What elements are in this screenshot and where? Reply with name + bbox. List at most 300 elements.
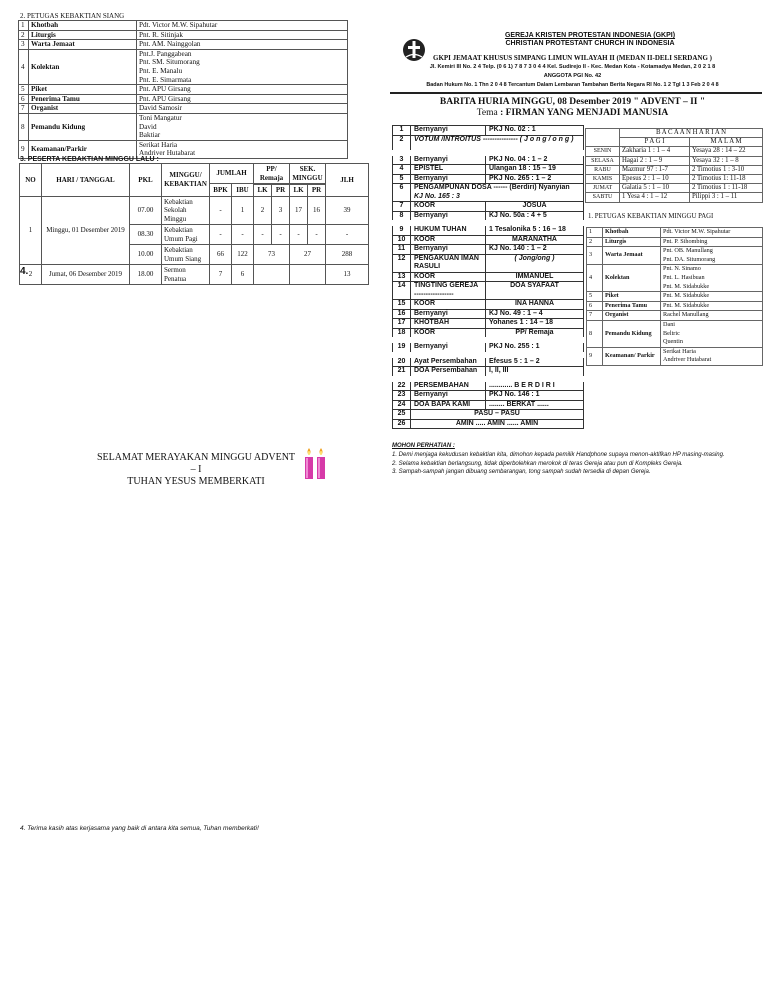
liturgy-row [393, 419, 584, 429]
name-line: Pnt. M. Sidabukke [663, 301, 710, 309]
liturgy-text: TINGTING GEREJA ----------------- [414, 282, 478, 298]
liturgy-detail: KJ No. 49 : 1 – 4 [486, 309, 584, 319]
row-names [661, 347, 763, 365]
liturgy-text: DOA Persembahan [414, 367, 478, 374]
liturgy-no: 12 [393, 254, 411, 272]
note-item: 2. Selama kebaktian berlangsung, tidak diperbolehkan merokok di teras Gereja atau pun di Kompleks Gereja. [392, 460, 683, 467]
liturgy-row [393, 245, 584, 255]
liturgy-no: 7 [393, 202, 411, 212]
liturgy-row [393, 174, 584, 184]
tema-label: Tema [476, 108, 498, 118]
table-row [587, 265, 763, 292]
row-role: Keamanan/Parkir [29, 140, 137, 158]
liturgy-item [411, 174, 486, 184]
liturgy-text: KOOR [414, 202, 435, 209]
liturgy-text: Bernyanyi [414, 155, 448, 163]
group-hari: Jumat, 06 Desember 2019 [42, 265, 130, 285]
row-role: Piket [29, 85, 137, 95]
bacaan-pagi-text: Hagai 2 : 1 – 9 [620, 156, 690, 165]
row-role: Khotbah [29, 21, 137, 31]
cell-jlh: 39 [326, 196, 369, 225]
liturgy-row [393, 223, 584, 235]
name-line: Rachel Manullang [663, 311, 709, 319]
liturgy-sub: RASULI [414, 263, 441, 270]
bacaan-day: JUMAT [586, 184, 620, 193]
name-line: Andriver Hutabarat [139, 149, 196, 158]
notes-title: MOHON PERHATIAN : [392, 443, 455, 449]
group-hari: Minggu, 01 Desember 2019 [42, 196, 130, 265]
cell-pkl: 07.00 [130, 196, 162, 225]
liturgy-detail: ............ B E R D I R I [486, 379, 584, 391]
liturgy-item [411, 202, 486, 212]
row-no: 9 [19, 140, 29, 158]
table-row [19, 49, 348, 84]
name-line: Pnt. E. Simarmata [139, 75, 192, 84]
liturgy-item [411, 235, 486, 245]
header-divider [390, 92, 762, 94]
anggota-pgi: ANGGOTA PGI No. 42 [543, 73, 602, 79]
liturgy-row [393, 153, 584, 165]
bacaan-pagi: P A G I [620, 138, 690, 147]
badan-hukum: Badan Hukum No. 1 Thn 2 0 4 8 Tercantum Dalam Lembaran Tambahan Berita Negara RI No. 1 2 Tgl 1 3 Feb 2 0 4 8 [426, 82, 719, 88]
tema [380, 108, 765, 118]
liturgy-text: Bernyanyi [414, 391, 448, 398]
table-row [19, 113, 348, 140]
table-row [587, 347, 763, 365]
th-pp-lk: LK [254, 185, 272, 197]
bacaan-day: SABTU [586, 193, 620, 202]
name-line: Pnt. SM. Situmorang [139, 58, 200, 67]
row-role: Pemandu Kidung [29, 113, 137, 140]
row-names [137, 94, 348, 104]
liturgy-no: 14 [393, 282, 411, 300]
name-line: Andriver Hutabarat [663, 356, 712, 364]
liturgy-item [411, 223, 486, 235]
row-names [137, 85, 348, 95]
row-names [661, 320, 763, 347]
bacaan-pagi-text: Mazmur 97 : 1-7 [620, 165, 690, 174]
group-no: 1 [20, 196, 42, 265]
section3-title: 3. PESERTA KEBAKTIAN MINGGU LALU : [20, 156, 159, 163]
row-names [661, 237, 763, 247]
liturgy-item [411, 367, 486, 379]
liturgy-text: Bernyanyi [414, 309, 448, 317]
cell-pkl: 18.00 [130, 265, 162, 285]
greeting-line2: TUHAN YESUS MEMBERKATI [127, 476, 265, 487]
th-hari: HARI / TANGGAL [42, 164, 130, 197]
cell-ibu: 122 [232, 245, 254, 265]
liturgy-row [393, 282, 584, 300]
row-role: Liturgis [29, 30, 137, 40]
cell-sm-pr: 16 [308, 196, 326, 225]
note-item: 3. Sampah-sampah jangan dibuang sembarangan, tong sampah sudah tersedia di depan Gereja. [392, 469, 651, 475]
liturgy-item [411, 379, 486, 391]
footer-thanks: 4. Terima kasih atas kerjasama yang baik di antara kita semua, Tuhan memberkati! [20, 825, 259, 832]
bacaan-pagi-text: Epesus 2 : 1 – 10 [620, 175, 690, 184]
cell-sm-lk: 17 [290, 196, 308, 225]
name-line: Pnt. M. Sidabukke [663, 292, 710, 300]
bacaan-row [586, 156, 763, 165]
liturgy-sub: KJ No. 165 : 3 [414, 192, 460, 200]
liturgy-detail: PP/ Remaja [486, 328, 584, 340]
cell-pkl: 08.30 [130, 225, 162, 245]
church-name-en: CHRISTIAN PROTESTANT CHURCH IN INDONESIA [505, 40, 675, 48]
row-no: 6 [19, 94, 29, 104]
row-names [137, 30, 348, 40]
liturgy-row [393, 367, 584, 379]
liturgy-item [411, 419, 584, 429]
liturgy-row [393, 319, 584, 329]
cell-bpk: - [210, 196, 232, 225]
church-name: GEREJA KRISTEN PROTESTAN INDONESIA (GKPI) [504, 32, 676, 39]
bacaan-malam-text: 2 Timotius 1: 11-18 [690, 175, 763, 184]
liturgy-row [393, 254, 584, 272]
liturgy-no: 5 [393, 174, 411, 184]
liturgy-row [393, 202, 584, 212]
name-line: Dani [663, 320, 676, 328]
name-line: Pnt. APU Girsang [139, 85, 191, 94]
th-jumlah: JUMLAH [210, 164, 254, 184]
liturgy-item [411, 211, 486, 223]
section1-title: 1. PETUGAS KEBAKTIAN MINGGU PAGI [588, 213, 714, 220]
liturgy-detail: ( Jong/ong ) [486, 254, 584, 272]
bacaan-pagi-text: 1 Yesa 4 : 1 – 12 [620, 193, 690, 202]
name-line: Serikat Haria [663, 347, 696, 355]
liturgy-item [411, 340, 486, 355]
row-role: Piket [603, 292, 661, 302]
liturgy-no: 3 [393, 153, 411, 165]
liturgy-item [411, 319, 486, 329]
bacaan-pagi-text: Galatia 5 : 1 – 10 [620, 184, 690, 193]
liturgy-detail: PKJ No. 255 : 1 [486, 340, 584, 355]
row-role: Warta Jemaat [29, 40, 137, 50]
cell-jlh: 288 [326, 245, 369, 265]
liturgy-no: 2 [393, 135, 411, 153]
cell-pp-pr: - [272, 225, 290, 245]
row-role: Khotbah [603, 228, 661, 238]
table-row [19, 21, 348, 31]
table-row [20, 265, 369, 285]
liturgy-no: 24 [393, 400, 411, 410]
liturgy-text: Bernyanyi [414, 245, 448, 252]
liturgy-item [411, 400, 486, 410]
name-line: Pdt. Victor M.W. Sipahutar [663, 228, 731, 235]
row-names [137, 21, 348, 31]
liturgy-item [411, 184, 584, 202]
name-line: Pnt. N. Sinamo [663, 265, 701, 273]
th-no: NO [20, 164, 42, 197]
row-names [661, 292, 763, 302]
liturgy-detail: I, II, III [486, 367, 584, 379]
bacaan-row [586, 165, 763, 174]
liturgy-text: PENGAMPUNAN DOSA ------ (Berdiri) Nyanyian [414, 184, 570, 191]
liturgy-row [393, 184, 584, 202]
row-names [137, 113, 348, 140]
liturgy-item [411, 328, 486, 340]
name-line: Beltric [663, 329, 680, 337]
name-line: David [139, 122, 157, 131]
liturgy-detail: PKJ No. 02 : 1 [486, 126, 584, 136]
liturgy-detail: Yohanes 1 : 14 – 18 [486, 319, 584, 329]
row-no: 7 [19, 104, 29, 114]
table-row [587, 237, 763, 247]
cell-keb: Kebaktian Umum Siang [162, 245, 210, 265]
liturgy-row [393, 211, 584, 223]
liturgy-text: KOOR [414, 328, 435, 336]
row-no: 8 [19, 113, 29, 140]
name-line: Toni Mangatur [139, 113, 182, 122]
row-role: Pemandu Kidung [603, 320, 661, 347]
liturgy-item [411, 272, 486, 282]
liturgy-no: 9 [393, 223, 411, 235]
row-no: 1 [587, 228, 603, 238]
row-names [661, 301, 763, 311]
table-row [19, 94, 348, 104]
liturgy-text: KOOR [414, 300, 435, 307]
liturgy-item [411, 126, 486, 136]
liturgy-no: 11 [393, 245, 411, 255]
cell-pp-lk: - [254, 225, 272, 245]
row-names [661, 311, 763, 321]
table-row [20, 196, 369, 225]
liturgy-no: 19 [393, 340, 411, 355]
th-minggu: MINGGU/ KEBAKTIAN [162, 164, 210, 197]
liturgy-no: 4 [393, 165, 411, 175]
bacaan-malam: M A L A M [690, 138, 763, 147]
cell-jlh: - [326, 225, 369, 245]
name-line: Pnt. DA. Situmorang [663, 255, 716, 263]
liturgy-detail: Ulangan 18 : 15 – 19 [486, 165, 584, 175]
liturgy-no: 13 [393, 272, 411, 282]
name-line: Pnt. E. Manalu [139, 66, 183, 75]
th-sm-lk: LK [290, 185, 308, 197]
liturgy-row [393, 340, 584, 355]
bacaan-day: RABU [586, 165, 620, 174]
row-role: Liturgis [603, 237, 661, 247]
liturgy-no: 20 [393, 355, 411, 367]
bacaan-row [586, 184, 763, 193]
liturgy-detail: KJ No. 50a : 4 + 5 [486, 211, 584, 223]
bacaan-day: SELASA [586, 156, 620, 165]
table-row [19, 104, 348, 114]
cell-pkl: 10.00 [130, 245, 162, 265]
name-line: Pnt. L. Hasibuan [663, 273, 705, 281]
liturgy-row [393, 355, 584, 367]
table-row [19, 85, 348, 95]
th-jlh: JLH [326, 164, 369, 197]
bacaan-malam-text: 2 Timotius 1 : 11-18 [690, 184, 763, 193]
liturgy-table [392, 125, 584, 429]
cell-keb: Kebaktian Sekolah Minggu [162, 196, 210, 225]
liturgy-row [393, 410, 584, 420]
row-no: 2 [19, 30, 29, 40]
liturgy-row [393, 235, 584, 245]
name-line: Pnt. M. Sidabukke [663, 282, 710, 290]
liturgy-item [411, 165, 486, 175]
liturgy-text: DOA BAPA KAMI [414, 400, 471, 408]
peserta-table [19, 163, 369, 285]
row-names [661, 247, 763, 265]
row-no: 4 [587, 265, 603, 292]
liturgy-text: AMIN ..... AMIN ...... AMIN [455, 419, 539, 427]
cell-bpk: 66 [210, 245, 232, 265]
liturgy-no: 10 [393, 235, 411, 245]
row-role: Kolektan [603, 265, 661, 292]
table-row [19, 40, 348, 50]
liturgy-item [411, 254, 486, 272]
name-line: Pnt. P. Sihombing [663, 237, 708, 245]
bacaan-row [586, 147, 763, 156]
table-row [587, 311, 763, 321]
row-no: 9 [587, 347, 603, 365]
row-names [137, 49, 348, 84]
liturgy-text: Bernyanyi [414, 174, 448, 182]
liturgy-text: EPISTEL [414, 165, 444, 172]
table-row [587, 301, 763, 311]
bacaan-row [586, 193, 763, 202]
liturgy-detail: IMMANUEL [486, 272, 584, 282]
row-role: Organist [603, 311, 661, 321]
row-no: 6 [587, 301, 603, 311]
liturgy-text: PENGAKUAN IMAN [414, 254, 479, 262]
name-line: David Samosir [139, 104, 182, 113]
bacaan-malam-text: Yesaya 32 : 1 – 8 [690, 156, 763, 165]
table-row [587, 228, 763, 238]
bacaan-malam-text: Pilippi 3 : 1 – 11 [690, 193, 763, 202]
liturgy-item [411, 391, 486, 401]
liturgy-no: 21 [393, 367, 411, 379]
liturgy-no: 23 [393, 391, 411, 401]
th-sm-pr: PR [308, 185, 326, 197]
name-line: Pdt. Victor M.W. Sipahutar [139, 21, 218, 29]
name-line: Pnt. OB. Manullang [663, 247, 713, 255]
liturgy-no: 15 [393, 300, 411, 310]
liturgy-item [411, 355, 486, 367]
liturgy-row [393, 272, 584, 282]
group-no: 2 [20, 265, 42, 285]
row-no: 7 [587, 311, 603, 321]
liturgy-text: Bernyanyi [414, 211, 448, 219]
th-sek: SEK. MINGGU [290, 164, 326, 184]
cell-sm: 27 [290, 245, 326, 265]
liturgy-no: 1 [393, 126, 411, 136]
cell-ibu: 6 [232, 265, 254, 285]
cell-ibu: - [232, 225, 254, 245]
cell-ibu: 1 [232, 196, 254, 225]
bulletin-title: BARITA HURIA MINGGU, 08 Desember 2019 " ADVENT – II " [439, 97, 706, 107]
bacaan-malam-text: 2 Timotius 1 : 3-10 [690, 165, 763, 174]
cell-bpk: 7 [210, 265, 232, 285]
name-line: Pnt. R. Sitinjak [139, 30, 183, 39]
table-row [587, 320, 763, 347]
liturgy-item [411, 282, 486, 300]
name-line: Quentin [663, 338, 683, 346]
row-no: 5 [19, 85, 29, 95]
candles-icon [302, 445, 328, 481]
liturgy-row [393, 309, 584, 319]
liturgy-row [393, 379, 584, 391]
row-names [661, 265, 763, 292]
liturgy-text: Bernyanyi [414, 343, 448, 350]
cell-sm-lk: - [290, 225, 308, 245]
liturgy-item [411, 245, 486, 255]
bacaan-table [585, 128, 763, 203]
row-names [137, 40, 348, 50]
liturgy-detail: KJ No. 140 : 1 – 2 [486, 245, 584, 255]
cell-jlh: 13 [326, 265, 369, 285]
jemaat-name: GKPI JEMAAT KHUSUS SIMPANG LIMUN WILAYAH II (MEDAN II-DELI SERDANG ) [433, 54, 712, 62]
liturgy-text: KOOR [414, 272, 435, 280]
th-bpk: BPK [210, 184, 232, 197]
petugas-siang-table [18, 20, 348, 159]
cell-pp-lk: 2 [254, 196, 272, 225]
name-line: Serikat Haria [139, 140, 178, 149]
row-no: 3 [587, 247, 603, 265]
cell-pp: 73 [254, 245, 290, 265]
liturgy-row [393, 135, 584, 153]
row-names [661, 228, 763, 238]
liturgy-text: Bernyanyi [414, 126, 448, 133]
section2-title: 2. PETUGAS KEBAKTIAN SIANG [20, 12, 125, 20]
liturgy-text: PERSEMBAHAN [414, 381, 469, 389]
liturgy-item [411, 309, 486, 319]
liturgy-text: KHOTBAH [414, 319, 449, 326]
liturgy-item [411, 410, 584, 420]
liturgy-item [411, 135, 584, 153]
liturgy-no: 18 [393, 328, 411, 340]
row-names [137, 140, 348, 158]
row-no: 4 [19, 49, 29, 84]
tema-text: : FIRMAN YANG MENJADI MANUSIA [500, 108, 669, 118]
row-role: Penerima Tamu [603, 301, 661, 311]
liturgy-detail: ........ BERKAT ...... [486, 400, 584, 410]
liturgy-row [393, 300, 584, 310]
address: Jl. Kemiri III No. 2 4 Telp. (0 6 1) 7 8 7 3 0 4 4 Kel. Sudirejo II - Kec. Medan Kota - Kotamadya Medan, 2 0 2 1 8 [429, 64, 716, 70]
item-4: 4. [20, 266, 29, 277]
greeting [96, 452, 296, 488]
liturgy-detail: Efesus 5 : 1 – 2 [486, 355, 584, 367]
liturgy-text: VOTUM /INTROITUS --------------- ( J o n g / o n g ) [414, 135, 574, 143]
bacaan-malam-text: Yesaya 28 : 14 – 22 [690, 147, 763, 156]
th-pp-pr: PR [272, 185, 290, 197]
liturgy-no: 26 [393, 419, 411, 429]
cell-pp-pr: 3 [272, 196, 290, 225]
row-role: Kolektan [29, 49, 137, 84]
row-role: Organist [29, 104, 137, 114]
liturgy-detail: PKJ No. 146 : 1 [486, 391, 584, 401]
liturgy-row [393, 400, 584, 410]
bacaan-title: B A C A A N H A R I A N [620, 129, 763, 138]
row-no: 8 [587, 320, 603, 347]
cell-keb: Sermon Penatua [162, 265, 210, 285]
liturgy-detail: JOSUA [486, 202, 584, 212]
bacaan-day: KAMIS [586, 175, 620, 184]
row-names [137, 104, 348, 114]
liturgy-no: 8 [393, 211, 411, 223]
bacaan-day: SENIN [586, 147, 620, 156]
note-item: 1. Demi menjaga kekudusan kebaktian kita, dimohon kepada pemilik Handphone supaya menon-aktifkan HP masing-masing. [392, 452, 725, 458]
liturgy-detail: MARANATHA [486, 235, 584, 245]
row-no: 5 [587, 292, 603, 302]
row-role: Penerima Tamu [29, 94, 137, 104]
liturgy-detail: PKJ No. 04 : 1 – 2 [486, 153, 584, 165]
table-row [19, 30, 348, 40]
row-role: Keamanan/ Parkir [603, 347, 661, 365]
liturgy-no: 22 [393, 379, 411, 391]
liturgy-row [393, 126, 584, 136]
row-no: 1 [19, 21, 29, 31]
liturgy-text: Ayat Persembahan [414, 357, 477, 365]
